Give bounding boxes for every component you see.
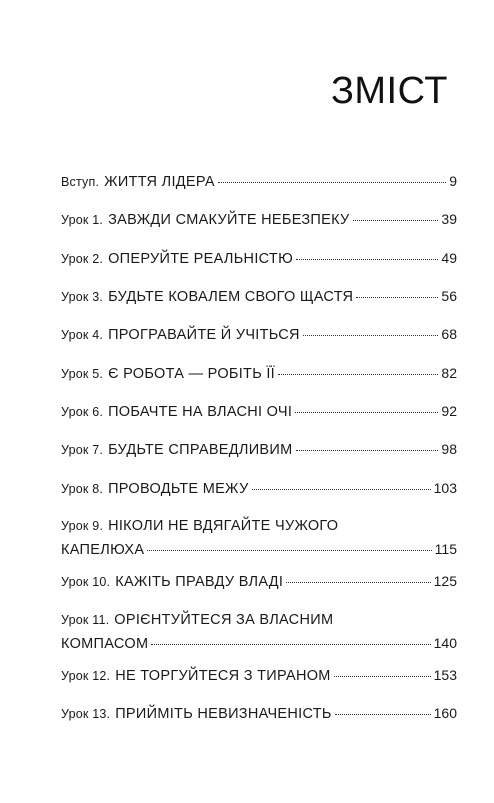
toc-entry [61,440,457,459]
dot-leader [151,644,430,645]
toc-page-number: 68 [441,326,457,342]
toc-entry [61,704,457,723]
toc-label: Урок 10. [61,575,111,589]
toc-label: Урок 2. [61,252,104,266]
toc-entry [61,611,457,653]
toc-entry [61,172,457,191]
toc-entry [61,249,457,268]
toc-label: Урок 4. [61,328,104,342]
toc-entry [61,364,457,383]
toc-title: ПРОВОДЬТЕ МЕЖУ [108,481,249,497]
toc-label: Урок 9. [61,519,104,533]
toc-page-number: 153 [433,667,457,683]
toc-title: БУДЬТЕ КОВАЛЕМ СВОГО ЩАСТЯ [108,289,354,305]
toc-entry [61,666,457,685]
toc-label: Урок 11. [61,613,110,627]
toc-entry [61,402,457,421]
toc-page-number: 125 [433,573,457,589]
toc-title: ОРІЄНТУЙТЕСЯ ЗА ВЛАСНИМ [114,612,334,628]
dot-leader [303,335,439,336]
toc-title: ОПЕРУЙТЕ РЕАЛЬНІСТЮ [108,251,294,267]
toc-label: Урок 13. [61,707,111,721]
toc-page-number: 9 [449,173,457,189]
toc-title: НЕ ТОРГУЙТЕСЯ З ТИРАНОМ [115,668,331,684]
toc-page-number: 82 [441,365,457,381]
toc-entry [61,479,457,498]
toc-entry [61,210,457,229]
toc-page-number: 49 [441,250,457,266]
dot-leader [296,259,438,260]
dot-leader [278,374,438,375]
toc-label: Вступ. [61,175,100,189]
toc-page-number: 98 [441,441,457,457]
dot-leader [252,489,431,490]
toc-title: Є РОБОТА — РОБІТЬ ЇЇ [108,366,276,382]
toc-page-number: 92 [441,403,457,419]
toc-title-continuation: КАПЕЛЮХА [61,542,145,558]
toc-entry [61,517,457,559]
toc-title: КАЖІТЬ ПРАВДУ ВЛАДІ [115,574,284,590]
toc-label: Урок 6. [61,405,104,419]
toc-page-number: 56 [441,288,457,304]
toc-title: ПРИЙМІТЬ НЕВИЗНАЧЕНІСТЬ [115,706,332,722]
toc-label: Урок 8. [61,482,104,496]
toc-title: ПОБАЧТЕ НА ВЛАСНІ ОЧІ [108,404,293,420]
page-title: ЗМІСТ [330,70,448,112]
toc-title: ПРОГРАВАЙТЕ Й УЧІТЬСЯ [108,327,300,343]
dot-leader [335,714,431,715]
toc-page-number: 140 [433,635,457,651]
dot-leader [334,676,431,677]
toc-entry [61,287,457,306]
toc-entry [61,325,457,344]
toc-page-number: 160 [433,705,457,721]
toc-label: Урок 12. [61,669,111,683]
toc-page-number: 103 [433,480,457,496]
dot-leader [356,297,438,298]
dot-leader [286,582,430,583]
toc-label: Урок 5. [61,367,104,381]
toc-label: Урок 3. [61,290,104,304]
toc-title: БУДЬТЕ СПРАВЕДЛИВИМ [108,442,293,458]
toc-page-number: 115 [434,541,457,557]
dot-leader [296,450,439,451]
toc-page-number: 39 [441,211,457,227]
dot-leader [353,220,439,221]
dot-leader [295,412,438,413]
toc-label: Урок 7. [61,443,104,457]
toc-title-continuation: КОМПАСОМ [61,636,149,652]
toc-label: Урок 1. [61,213,104,227]
dot-leader [147,550,431,551]
toc-title: ЗАВЖДИ СМАКУЙТЕ НЕБЕЗПЕКУ [108,212,350,228]
toc-entry [61,572,457,591]
toc-title: НІКОЛИ НЕ ВДЯГАЙТЕ ЧУЖОГО [108,518,339,534]
toc-title: ЖИТТЯ ЛІДЕРА [104,174,215,190]
dot-leader [218,182,446,183]
